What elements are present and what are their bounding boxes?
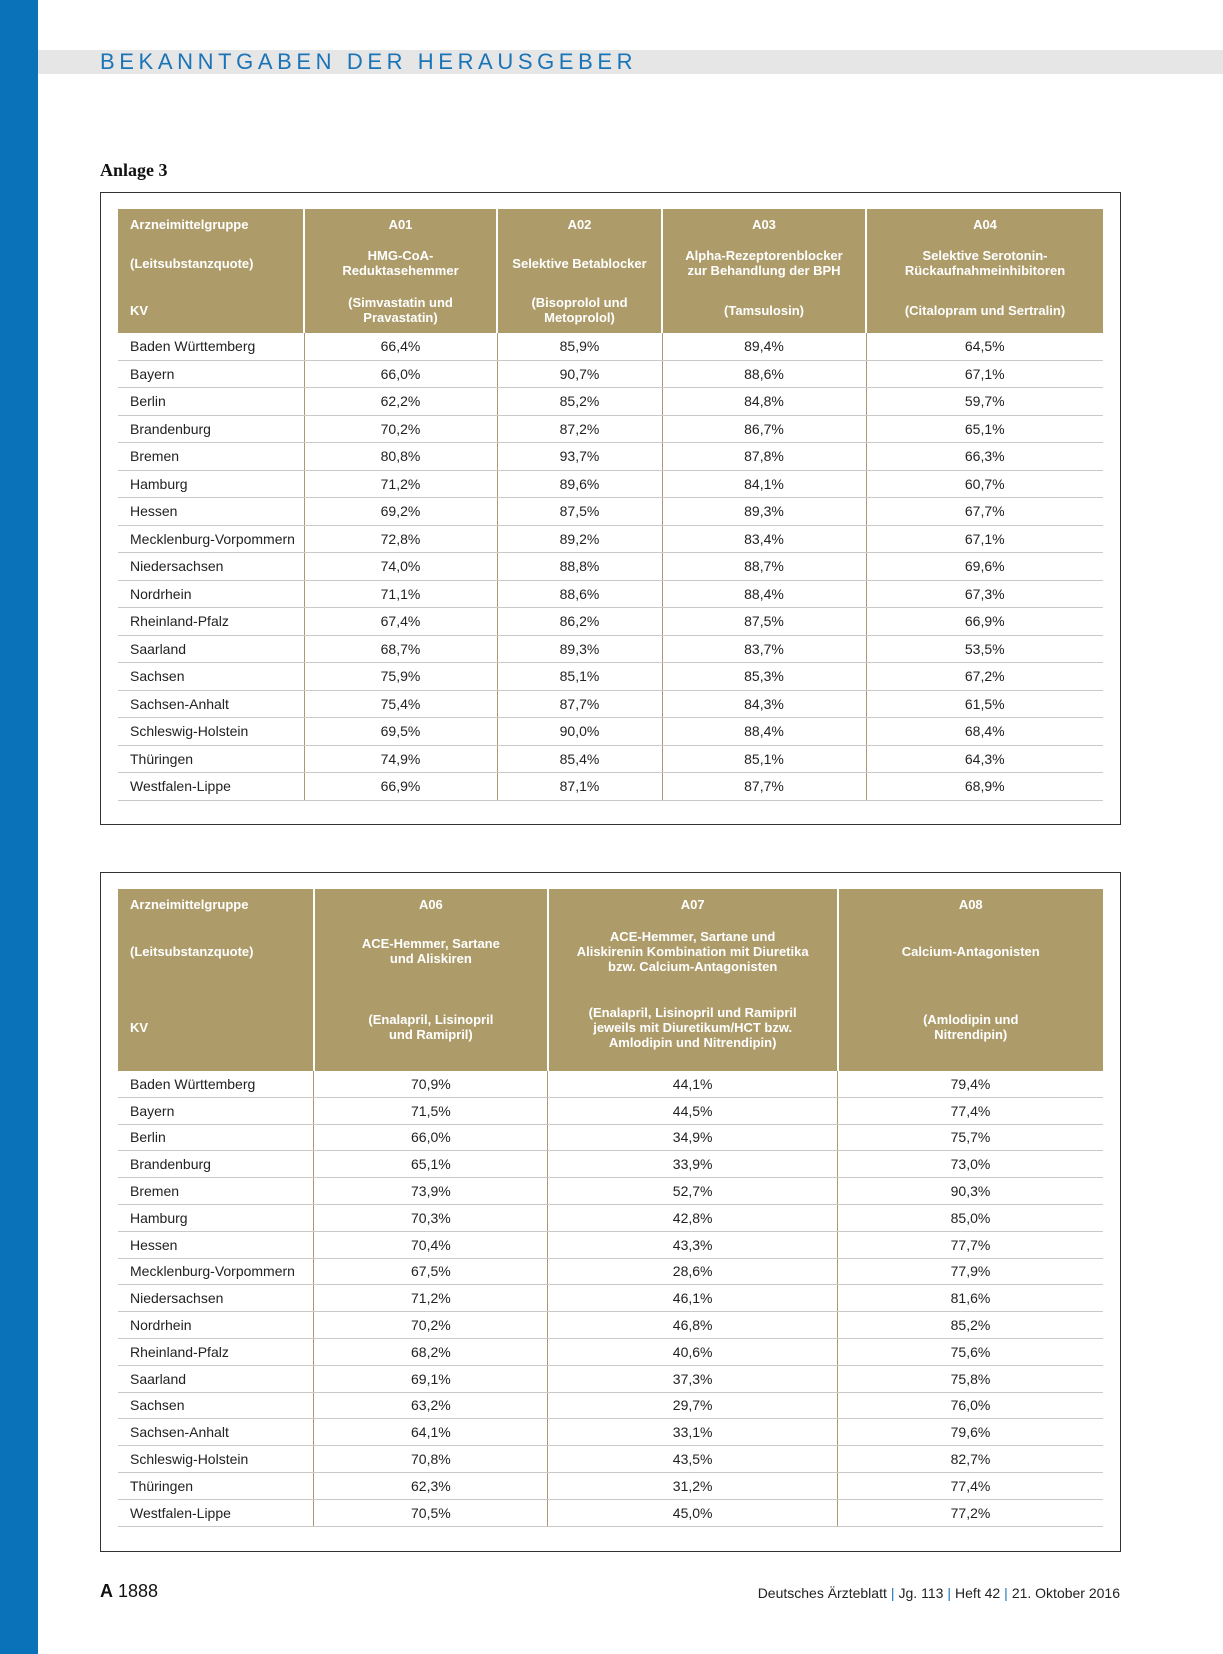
quota-cell: 85,4% <box>497 745 662 773</box>
quota-cell: 68,9% <box>866 773 1103 801</box>
row-header-label: (Leitsubstanzquote) <box>118 239 304 287</box>
quota-cell: 90,3% <box>838 1178 1104 1205</box>
quota-cell: 71,1% <box>304 580 497 608</box>
quota-cell: 77,7% <box>838 1231 1104 1258</box>
quota-cell: 52,7% <box>548 1178 838 1205</box>
quota-cell: 74,0% <box>304 553 497 581</box>
kv-region-cell: Bayern <box>118 360 304 388</box>
quota-cell: 59,7% <box>866 388 1103 416</box>
row-header-label: Arzneimittelgruppe <box>118 209 304 239</box>
header-row <box>118 287 1103 333</box>
table-row <box>118 553 1103 581</box>
quota-cell: 68,4% <box>866 718 1103 746</box>
quota-cell: 33,1% <box>548 1419 838 1446</box>
kv-region-cell: Bayern <box>118 1097 314 1124</box>
quota-cell: 77,9% <box>838 1258 1104 1285</box>
section-header: BEKANNTGABEN DER HERAUSGEBER <box>100 49 638 74</box>
quota-cell: 67,1% <box>866 360 1103 388</box>
table-row <box>118 333 1103 360</box>
quota-cell: 67,2% <box>866 663 1103 691</box>
kv-region-cell: Sachsen <box>118 1392 314 1419</box>
quota-cell: 85,2% <box>497 388 662 416</box>
quota-cell: 75,6% <box>838 1338 1104 1365</box>
header-row <box>118 919 1103 983</box>
quota-cell: 90,7% <box>497 360 662 388</box>
quota-cell: 72,8% <box>304 525 497 553</box>
quota-cell: 37,3% <box>548 1365 838 1392</box>
quota-cell: 69,1% <box>314 1365 548 1392</box>
quota-cell: 60,7% <box>866 470 1103 498</box>
quota-cell: 70,8% <box>314 1446 548 1473</box>
table-row <box>118 718 1103 746</box>
quota-cell: 46,1% <box>548 1285 838 1312</box>
table-row <box>118 360 1103 388</box>
journal-issue: Heft 42 <box>955 1585 1001 1601</box>
page-number-value: 1888 <box>118 1581 159 1601</box>
quota-cell: 42,8% <box>548 1204 838 1231</box>
kv-region-cell: Berlin <box>118 1124 314 1151</box>
quota-cell: 79,6% <box>838 1419 1104 1446</box>
column-header: A02 <box>497 209 662 239</box>
row-header-label: (Leitsubstanzquote) <box>118 919 314 983</box>
column-header: (Enalapril, Lisinopril und Ramipril) <box>314 983 548 1071</box>
kv-region-cell: Bremen <box>118 443 304 471</box>
quota-cell: 79,4% <box>838 1071 1104 1097</box>
quota-cell: 43,5% <box>548 1446 838 1473</box>
column-header: A06 <box>314 889 548 919</box>
quota-cell: 88,8% <box>497 553 662 581</box>
kv-region-cell: Saarland <box>118 635 304 663</box>
table-row <box>118 1499 1103 1526</box>
quota-cell: 28,6% <box>548 1258 838 1285</box>
column-header: (Enalapril, Lisinopril und Ramipril jeweils mit Diuretikum/HCT bzw. Amlodipin und Nitrendipin) <box>548 983 838 1071</box>
column-header: A08 <box>838 889 1104 919</box>
quota-cell: 68,2% <box>314 1338 548 1365</box>
quota-cell: 89,6% <box>497 470 662 498</box>
quota-cell: 89,2% <box>497 525 662 553</box>
quota-cell: 82,7% <box>838 1446 1104 1473</box>
kv-region-cell: Niedersachsen <box>118 1285 314 1312</box>
quota-cell: 89,4% <box>662 333 866 360</box>
kv-region-cell: Hamburg <box>118 470 304 498</box>
quota-cell: 85,2% <box>838 1312 1104 1339</box>
table-row <box>118 608 1103 636</box>
table-row <box>118 470 1103 498</box>
quota-cell: 75,7% <box>838 1124 1104 1151</box>
quota-cell: 85,3% <box>662 663 866 691</box>
quota-cell: 66,0% <box>314 1124 548 1151</box>
quota-cell: 85,1% <box>662 745 866 773</box>
header-row <box>118 889 1103 919</box>
column-header: (Tamsulosin) <box>662 287 866 333</box>
table-row <box>118 415 1103 443</box>
column-header: A03 <box>662 209 866 239</box>
table2-frame <box>100 872 1121 1552</box>
quota-cell: 88,4% <box>662 580 866 608</box>
quota-cell: 87,5% <box>662 608 866 636</box>
kv-region-cell: Rheinland-Pfalz <box>118 1338 314 1365</box>
column-header: Alpha-Rezeptorenblocker zur Behandlung der BPH <box>662 239 866 287</box>
quota-cell: 87,8% <box>662 443 866 471</box>
column-header: Calcium-Antagonisten <box>838 919 1104 983</box>
quota-cell: 81,6% <box>838 1285 1104 1312</box>
table-row <box>118 443 1103 471</box>
table1-frame <box>100 192 1121 825</box>
table-row <box>118 1338 1103 1365</box>
kv-region-cell: Brandenburg <box>118 415 304 443</box>
table-row <box>118 690 1103 718</box>
kv-region-cell: Mecklenburg-Vorpommern <box>118 525 304 553</box>
column-header: Selektive Betablocker <box>497 239 662 287</box>
separator: | <box>890 1585 895 1601</box>
quota-cell: 29,7% <box>548 1392 838 1419</box>
kv-region-cell: Brandenburg <box>118 1151 314 1178</box>
kv-region-cell: Rheinland-Pfalz <box>118 608 304 636</box>
table-row <box>118 635 1103 663</box>
kv-region-cell: Westfalen-Lippe <box>118 773 304 801</box>
quota-cell: 77,4% <box>838 1097 1104 1124</box>
page-number <box>100 1581 158 1602</box>
publication-info <box>758 1585 1120 1601</box>
kv-region-cell: Saarland <box>118 1365 314 1392</box>
kv-region-cell: Schleswig-Holstein <box>118 1446 314 1473</box>
quota-cell: 67,7% <box>866 498 1103 526</box>
table-row <box>118 1124 1103 1151</box>
table-row <box>118 1151 1103 1178</box>
quota-cell: 75,9% <box>304 663 497 691</box>
quota-cell: 73,9% <box>314 1178 548 1205</box>
quota-cell: 40,6% <box>548 1338 838 1365</box>
quota-cell: 88,4% <box>662 718 866 746</box>
table-row <box>118 745 1103 773</box>
kv-region-cell: Bremen <box>118 1178 314 1205</box>
table-row <box>118 1392 1103 1419</box>
table-row <box>118 1419 1103 1446</box>
quota-cell: 69,6% <box>866 553 1103 581</box>
kv-region-cell: Baden Württemberg <box>118 333 304 360</box>
quota-cell: 65,1% <box>314 1151 548 1178</box>
kv-region-cell: Mecklenburg-Vorpommern <box>118 1258 314 1285</box>
quota-cell: 53,5% <box>866 635 1103 663</box>
kv-region-cell: Thüringen <box>118 1472 314 1499</box>
table-row <box>118 1071 1103 1097</box>
quota-cell: 71,5% <box>314 1097 548 1124</box>
kv-region-cell: Berlin <box>118 388 304 416</box>
kv-region-cell: Hessen <box>118 1231 314 1258</box>
quota-cell: 64,1% <box>314 1419 548 1446</box>
quota-cell: 64,3% <box>866 745 1103 773</box>
quota-cell: 83,7% <box>662 635 866 663</box>
quota-cell: 70,2% <box>314 1312 548 1339</box>
quota-cell: 63,2% <box>314 1392 548 1419</box>
quota-cell: 88,6% <box>497 580 662 608</box>
header-row <box>118 209 1103 239</box>
row-header-label: KV <box>118 983 314 1071</box>
table-row <box>118 1258 1103 1285</box>
table-row <box>118 1312 1103 1339</box>
journal-volume: Jg. 113 <box>898 1585 944 1601</box>
column-header: ACE-Hemmer, Sartane und Aliskiren <box>314 919 548 983</box>
header-row <box>118 983 1103 1071</box>
quota-cell: 65,1% <box>866 415 1103 443</box>
quota-cell: 80,8% <box>304 443 497 471</box>
quota-cell: 31,2% <box>548 1472 838 1499</box>
header-row <box>118 239 1103 287</box>
table-row <box>118 498 1103 526</box>
table-row <box>118 1204 1103 1231</box>
quota-cell: 71,2% <box>304 470 497 498</box>
quota-cell: 44,1% <box>548 1071 838 1097</box>
column-header: (Simvastatin und Pravastatin) <box>304 287 497 333</box>
column-header: A04 <box>866 209 1103 239</box>
quota-cell: 66,9% <box>304 773 497 801</box>
kv-region-cell: Nordrhein <box>118 1312 314 1339</box>
quota-cell: 46,8% <box>548 1312 838 1339</box>
kv-region-cell: Niedersachsen <box>118 553 304 581</box>
quota-cell: 66,9% <box>866 608 1103 636</box>
table-row <box>118 1178 1103 1205</box>
table-row <box>118 663 1103 691</box>
table-row <box>118 773 1103 801</box>
quota-cell: 83,4% <box>662 525 866 553</box>
kv-region-cell: Westfalen-Lippe <box>118 1499 314 1526</box>
quota-cell: 84,3% <box>662 690 866 718</box>
table-row <box>118 1472 1103 1499</box>
quota-cell: 67,1% <box>866 525 1103 553</box>
kv-region-cell: Thüringen <box>118 745 304 773</box>
quota-cell: 87,7% <box>662 773 866 801</box>
quota-cell: 70,2% <box>304 415 497 443</box>
quota-cell: 62,2% <box>304 388 497 416</box>
quota-cell: 66,0% <box>304 360 497 388</box>
quota-cell: 84,1% <box>662 470 866 498</box>
table-row <box>118 1231 1103 1258</box>
quota-cell: 87,7% <box>497 690 662 718</box>
quota-cell: 62,3% <box>314 1472 548 1499</box>
table1 <box>118 209 1103 801</box>
quota-cell: 70,9% <box>314 1071 548 1097</box>
quota-cell: 33,9% <box>548 1151 838 1178</box>
quota-cell: 66,4% <box>304 333 497 360</box>
column-header: ACE-Hemmer, Sartane und Aliskirenin Kombination mit Diuretika bzw. Calcium-Antagonisten <box>548 919 838 983</box>
table-row <box>118 525 1103 553</box>
kv-region-cell: Sachsen-Anhalt <box>118 1419 314 1446</box>
quota-cell: 89,3% <box>497 635 662 663</box>
quota-cell: 61,5% <box>866 690 1103 718</box>
quota-cell: 44,5% <box>548 1097 838 1124</box>
table-row <box>118 388 1103 416</box>
table-row <box>118 1446 1103 1473</box>
column-header: (Amlodipin und Nitrendipin) <box>838 983 1104 1071</box>
side-color-bar <box>0 0 38 1654</box>
table-row <box>118 580 1103 608</box>
quota-cell: 86,2% <box>497 608 662 636</box>
column-header: (Bisoprolol und Metoprolol) <box>497 287 662 333</box>
quota-cell: 85,0% <box>838 1204 1104 1231</box>
quota-cell: 70,4% <box>314 1231 548 1258</box>
kv-region-cell: Schleswig-Holstein <box>118 718 304 746</box>
column-header: A01 <box>304 209 497 239</box>
quota-cell: 45,0% <box>548 1499 838 1526</box>
page-prefix: A <box>100 1581 113 1601</box>
column-header: HMG-CoA- Reduktasehemmer <box>304 239 497 287</box>
quota-cell: 88,7% <box>662 553 866 581</box>
row-header-label: Arzneimittelgruppe <box>118 889 314 919</box>
quota-cell: 77,4% <box>838 1472 1104 1499</box>
quota-cell: 75,8% <box>838 1365 1104 1392</box>
quota-cell: 69,5% <box>304 718 497 746</box>
kv-region-cell: Sachsen-Anhalt <box>118 690 304 718</box>
separator: | <box>947 1585 952 1601</box>
kv-region-cell: Hamburg <box>118 1204 314 1231</box>
journal-name: Deutsches Ärzteblatt <box>757 1585 887 1601</box>
table-row <box>118 1365 1103 1392</box>
quota-cell: 85,1% <box>497 663 662 691</box>
quota-cell: 87,5% <box>497 498 662 526</box>
quota-cell: 34,9% <box>548 1124 838 1151</box>
journal-date: 21. Oktober 2016 <box>1011 1585 1120 1601</box>
quota-cell: 67,3% <box>866 580 1103 608</box>
quota-cell: 70,5% <box>314 1499 548 1526</box>
kv-region-cell: Baden Württemberg <box>118 1071 314 1097</box>
quota-cell: 76,0% <box>838 1392 1104 1419</box>
quota-cell: 89,3% <box>662 498 866 526</box>
row-header-label: KV <box>118 287 304 333</box>
quota-cell: 64,5% <box>866 333 1103 360</box>
quota-cell: 67,4% <box>304 608 497 636</box>
column-header: (Citalopram und Sertralin) <box>866 287 1103 333</box>
quota-cell: 70,3% <box>314 1204 548 1231</box>
quota-cell: 73,0% <box>838 1151 1104 1178</box>
quota-cell: 85,9% <box>497 333 662 360</box>
quota-cell: 71,2% <box>314 1285 548 1312</box>
quota-cell: 68,7% <box>304 635 497 663</box>
quota-cell: 74,9% <box>304 745 497 773</box>
table-row <box>118 1097 1103 1124</box>
quota-cell: 69,2% <box>304 498 497 526</box>
quota-cell: 87,2% <box>497 415 662 443</box>
quota-cell: 90,0% <box>497 718 662 746</box>
quota-cell: 77,2% <box>838 1499 1104 1526</box>
quota-cell: 87,1% <box>497 773 662 801</box>
quota-cell: 84,8% <box>662 388 866 416</box>
table-row <box>118 1285 1103 1312</box>
quota-cell: 75,4% <box>304 690 497 718</box>
kv-region-cell: Nordrhein <box>118 580 304 608</box>
quota-cell: 88,6% <box>662 360 866 388</box>
quota-cell: 67,5% <box>314 1258 548 1285</box>
quota-cell: 66,3% <box>866 443 1103 471</box>
kv-region-cell: Sachsen <box>118 663 304 691</box>
quota-cell: 43,3% <box>548 1231 838 1258</box>
column-header: A07 <box>548 889 838 919</box>
column-header: Selektive Serotonin- Rückaufnahmeinhibitoren <box>866 239 1103 287</box>
quota-cell: 86,7% <box>662 415 866 443</box>
attachment-title: Anlage 3 <box>100 160 168 180</box>
separator: | <box>1004 1585 1008 1601</box>
table2 <box>118 889 1103 1527</box>
quota-cell: 93,7% <box>497 443 662 471</box>
kv-region-cell: Hessen <box>118 498 304 526</box>
